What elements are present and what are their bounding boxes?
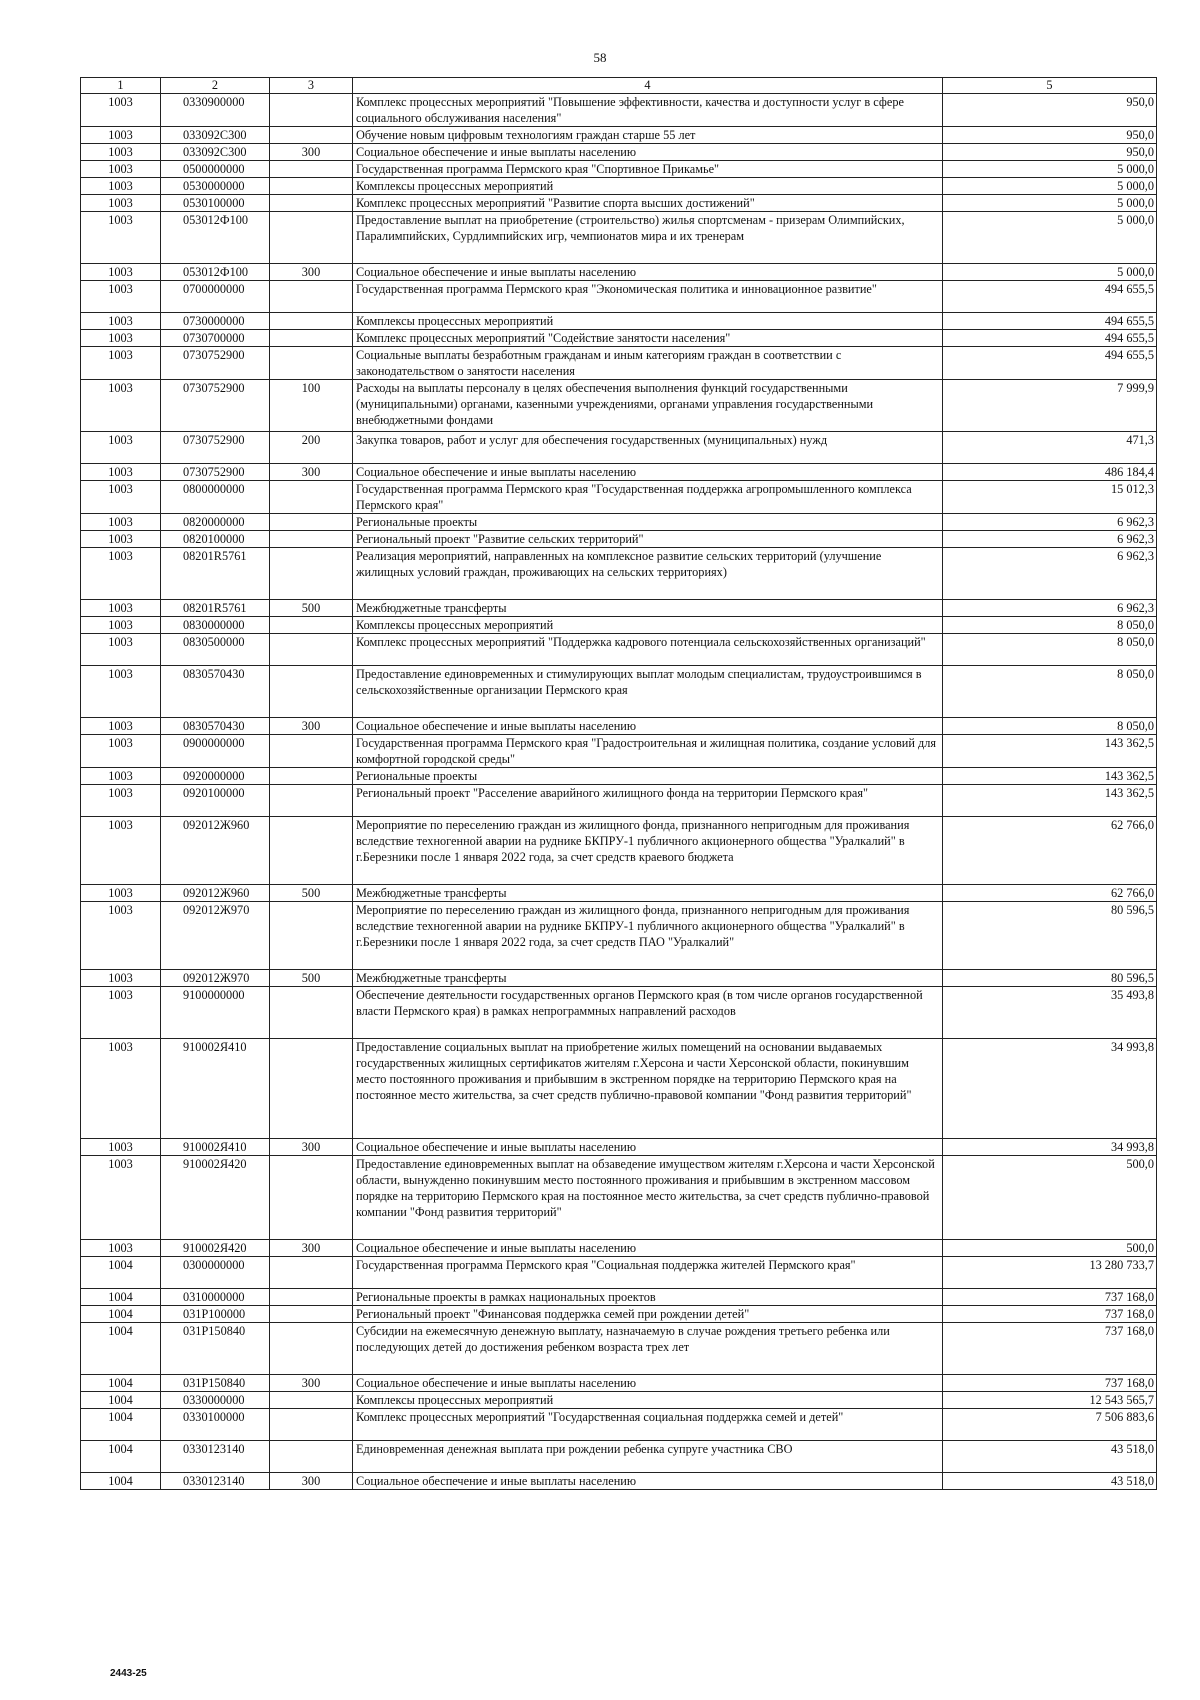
section-code-cell: 1003 [81, 902, 161, 970]
expense-type-cell: 300 [270, 1139, 353, 1156]
amount-cell: 6 962,3 [943, 514, 1157, 531]
section-code-cell: 1003 [81, 987, 161, 1039]
expense-type-cell: 200 [270, 432, 353, 464]
description-cell: Межбюджетные трансферты [353, 885, 943, 902]
description-cell: Региональные проекты в рамках национальных проектов [353, 1289, 943, 1306]
section-code-cell: 1003 [81, 195, 161, 212]
section-code-cell: 1003 [81, 1240, 161, 1257]
target-article-cell: 0330100000 [161, 1409, 270, 1441]
section-code-cell: 1003 [81, 768, 161, 785]
section-code-cell: 1003 [81, 330, 161, 347]
table-row [81, 531, 1157, 548]
section-code-cell: 1003 [81, 735, 161, 768]
amount-cell: 6 962,3 [943, 600, 1157, 617]
amount-cell: 13 280 733,7 [943, 1257, 1157, 1289]
expense-type-cell: 300 [270, 264, 353, 281]
amount-cell: 12 543 565,7 [943, 1392, 1157, 1409]
description-cell: Комплексы процессных мероприятий [353, 313, 943, 330]
table-row [81, 548, 1157, 600]
expense-type-cell: 300 [270, 144, 353, 161]
section-code-cell: 1004 [81, 1441, 161, 1473]
expense-type-cell: 100 [270, 380, 353, 432]
description-cell: Социальное обеспечение и иные выплаты населению [353, 1240, 943, 1257]
section-code-cell: 1003 [81, 514, 161, 531]
target-article-cell: 0730752900 [161, 464, 270, 481]
section-code-cell: 1004 [81, 1257, 161, 1289]
expense-type-cell: 500 [270, 970, 353, 987]
target-article-cell: 0730752900 [161, 432, 270, 464]
amount-cell: 15 012,3 [943, 481, 1157, 514]
description-cell: Социальное обеспечение и иные выплаты населению [353, 1139, 943, 1156]
column-header-1: 1 [81, 78, 161, 94]
amount-cell: 494 655,5 [943, 313, 1157, 330]
table-row [81, 127, 1157, 144]
amount-cell: 5 000,0 [943, 195, 1157, 212]
section-code-cell: 1003 [81, 127, 161, 144]
target-article-cell: 031Р150840 [161, 1375, 270, 1392]
table-row [81, 330, 1157, 347]
description-cell: Мероприятие по переселению граждан из жилищного фонда, признанного непригодным для проживания вследствие техногенной аварии на руднике БКПРУ-1 публичного акционерного общества "Уралкалий" в г.Березники после 1 января 2022 года, за счет средств ПАО "Уралкалий" [353, 902, 943, 970]
description-cell: Государственная программа Пермского края "Государственная поддержка агропромышленного комплекса Пермского края" [353, 481, 943, 514]
expense-type-cell [270, 1156, 353, 1240]
description-cell: Предоставление выплат на приобретение (строительство) жилья спортсменам - призерам Олимпийских, Паралимпийских, Сурдлимпийских игр, чемпионатов мира и их тренерам [353, 212, 943, 264]
document-code: 2443-25 [110, 1668, 147, 1679]
amount-cell: 8 050,0 [943, 634, 1157, 666]
amount-cell: 494 655,5 [943, 330, 1157, 347]
table-row [81, 481, 1157, 514]
expense-type-cell [270, 1409, 353, 1441]
section-code-cell: 1004 [81, 1375, 161, 1392]
expense-type-cell [270, 548, 353, 600]
target-article-cell: 053012Ф100 [161, 212, 270, 264]
expense-type-cell [270, 514, 353, 531]
table-row [81, 817, 1157, 885]
section-code-cell: 1003 [81, 281, 161, 313]
amount-cell: 5 000,0 [943, 178, 1157, 195]
section-code-cell: 1003 [81, 634, 161, 666]
expense-type-cell [270, 1392, 353, 1409]
section-code-cell: 1003 [81, 718, 161, 735]
section-code-cell: 1004 [81, 1392, 161, 1409]
expense-type-cell [270, 1306, 353, 1323]
target-article-cell: 0730752900 [161, 347, 270, 380]
description-cell: Региональные проекты [353, 768, 943, 785]
table-row [81, 281, 1157, 313]
amount-cell: 143 362,5 [943, 735, 1157, 768]
expense-type-cell [270, 127, 353, 144]
section-code-cell: 1003 [81, 1139, 161, 1156]
expense-type-cell [270, 313, 353, 330]
target-article-cell: 0820000000 [161, 514, 270, 531]
description-cell: Комплексы процессных мероприятий [353, 617, 943, 634]
section-code-cell: 1003 [81, 885, 161, 902]
description-cell: Комплексы процессных мероприятий [353, 178, 943, 195]
section-code-cell: 1003 [81, 380, 161, 432]
target-article-cell: 0920100000 [161, 785, 270, 817]
table-row [81, 144, 1157, 161]
section-code-cell: 1004 [81, 1473, 161, 1490]
description-cell: Социальные выплаты безработным гражданам и иным категориям граждан в соответствии с законодательством о занятости населения [353, 347, 943, 380]
description-cell: Социальное обеспечение и иные выплаты населению [353, 1375, 943, 1392]
table-row [81, 1375, 1157, 1392]
amount-cell: 950,0 [943, 127, 1157, 144]
section-code-cell: 1003 [81, 785, 161, 817]
amount-cell: 5 000,0 [943, 212, 1157, 264]
table-row [81, 600, 1157, 617]
description-cell: Обеспечение деятельности государственных органов Пермского края (в том числе органов государственной власти Пермского края) в рамках непрограммных направлений расходов [353, 987, 943, 1039]
table-row [81, 735, 1157, 768]
section-code-cell: 1003 [81, 666, 161, 718]
table-row [81, 1139, 1157, 1156]
table-row [81, 1257, 1157, 1289]
expense-type-cell: 300 [270, 718, 353, 735]
target-article-cell: 031Р150840 [161, 1323, 270, 1375]
amount-cell: 471,3 [943, 432, 1157, 464]
table-row [81, 195, 1157, 212]
description-cell: Региональный проект "Расселение аварийного жилищного фонда на территории Пермского края" [353, 785, 943, 817]
section-code-cell: 1003 [81, 1039, 161, 1139]
table-row [81, 212, 1157, 264]
description-cell: Мероприятие по переселению граждан из жилищного фонда, признанного непригодным для проживания вследствие техногенной аварии на руднике БКПРУ-1 публичного акционерного общества "Уралкалий" в г.Березники после 1 января 2022 года, за счет средств краевого бюджета [353, 817, 943, 885]
amount-cell: 6 962,3 [943, 531, 1157, 548]
amount-cell: 6 962,3 [943, 548, 1157, 600]
table-row [81, 1039, 1157, 1139]
expense-type-cell: 300 [270, 464, 353, 481]
target-article-cell: 053012Ф100 [161, 264, 270, 281]
section-code-cell: 1003 [81, 94, 161, 127]
page-number: 58 [593, 50, 607, 65]
description-cell: Государственная программа Пермского края "Экономическая политика и инновационное развитие" [353, 281, 943, 313]
section-code-cell: 1003 [81, 970, 161, 987]
table-row [81, 347, 1157, 380]
target-article-cell: 9100000000 [161, 987, 270, 1039]
section-code-cell: 1003 [81, 531, 161, 548]
table-row [81, 718, 1157, 735]
expense-type-cell [270, 178, 353, 195]
target-article-cell: 910002Я420 [161, 1240, 270, 1257]
description-cell: Комплекс процессных мероприятий "Содействие занятости населения" [353, 330, 943, 347]
description-cell: Межбюджетные трансферты [353, 600, 943, 617]
description-cell: Комплекс процессных мероприятий "Государственная социальная поддержка семей и детей" [353, 1409, 943, 1441]
description-cell: Региональный проект "Финансовая поддержка семей при рождении детей" [353, 1306, 943, 1323]
amount-cell: 80 596,5 [943, 970, 1157, 987]
amount-cell: 7 999,9 [943, 380, 1157, 432]
expense-type-cell [270, 634, 353, 666]
amount-cell: 494 655,5 [943, 347, 1157, 380]
amount-cell: 34 993,8 [943, 1139, 1157, 1156]
description-cell: Комплекс процессных мероприятий "Развитие спорта высших достижений" [353, 195, 943, 212]
expense-type-cell [270, 212, 353, 264]
amount-cell: 8 050,0 [943, 718, 1157, 735]
section-code-cell: 1003 [81, 313, 161, 330]
expense-type-cell [270, 347, 353, 380]
amount-cell: 737 168,0 [943, 1289, 1157, 1306]
expense-type-cell: 300 [270, 1240, 353, 1257]
expense-type-cell [270, 161, 353, 178]
table-row [81, 885, 1157, 902]
expense-type-cell [270, 330, 353, 347]
target-article-cell: 910002Я410 [161, 1139, 270, 1156]
target-article-cell: 0900000000 [161, 735, 270, 768]
expense-type-cell: 300 [270, 1375, 353, 1392]
target-article-cell: 0330123140 [161, 1441, 270, 1473]
table-row [81, 902, 1157, 970]
table-row [81, 178, 1157, 195]
section-code-cell: 1003 [81, 481, 161, 514]
expense-type-cell [270, 902, 353, 970]
section-code-cell: 1004 [81, 1306, 161, 1323]
amount-cell: 34 993,8 [943, 1039, 1157, 1139]
target-article-cell: 0330123140 [161, 1473, 270, 1490]
amount-cell: 80 596,5 [943, 902, 1157, 970]
section-code-cell: 1003 [81, 264, 161, 281]
table-row [81, 785, 1157, 817]
amount-cell: 62 766,0 [943, 817, 1157, 885]
budget-table [80, 77, 1157, 1490]
target-article-cell: 0530000000 [161, 178, 270, 195]
section-code-cell: 1003 [81, 144, 161, 161]
section-code-cell: 1003 [81, 212, 161, 264]
expense-type-cell [270, 94, 353, 127]
expense-type-cell [270, 987, 353, 1039]
table-header-row [81, 78, 1157, 94]
description-cell: Социальное обеспечение и иные выплаты населению [353, 1473, 943, 1490]
expense-type-cell [270, 1289, 353, 1306]
amount-cell: 950,0 [943, 94, 1157, 127]
description-cell: Государственная программа Пермского края "Градостроительная и жилищная политика, создание условий для комфортной городской среды" [353, 735, 943, 768]
section-code-cell: 1003 [81, 347, 161, 380]
table-row [81, 1306, 1157, 1323]
target-article-cell: 0330900000 [161, 94, 270, 127]
table-row [81, 1156, 1157, 1240]
target-article-cell: 092012Ж970 [161, 970, 270, 987]
amount-cell: 500,0 [943, 1156, 1157, 1240]
expense-type-cell [270, 735, 353, 768]
expense-type-cell: 500 [270, 600, 353, 617]
section-code-cell: 1003 [81, 464, 161, 481]
table-row [81, 313, 1157, 330]
expense-type-cell [270, 817, 353, 885]
description-cell: Предоставление единовременных и стимулирующих выплат молодым специалистам, трудоустроившимся в сельскохозяйственные организации Пермского края [353, 666, 943, 718]
amount-cell: 8 050,0 [943, 617, 1157, 634]
table-row [81, 432, 1157, 464]
section-code-cell: 1003 [81, 1156, 161, 1240]
target-article-cell: 0920000000 [161, 768, 270, 785]
target-article-cell: 0300000000 [161, 1257, 270, 1289]
description-cell: Реализация мероприятий, направленных на комплексное развитие сельских территорий (улучшение жилищных условий граждан, проживающих на сельских территориях) [353, 548, 943, 600]
amount-cell: 43 518,0 [943, 1473, 1157, 1490]
target-article-cell: 0530100000 [161, 195, 270, 212]
section-code-cell: 1004 [81, 1289, 161, 1306]
section-code-cell: 1003 [81, 161, 161, 178]
target-article-cell: 0830000000 [161, 617, 270, 634]
description-cell: Предоставление единовременных выплат на обзаведение имуществом жителям г.Херсона и части Херсонской области, вынужденно покинувшим место постоянного проживания и прибывшим в экстренном массовом порядке на территорию Пермского края на постоянное место жительства, за счет средств публично-правовой компании "Фонд развития территорий" [353, 1156, 943, 1240]
table-row [81, 514, 1157, 531]
target-article-cell: 0820100000 [161, 531, 270, 548]
target-article-cell: 0700000000 [161, 281, 270, 313]
table-row [81, 666, 1157, 718]
section-code-cell: 1003 [81, 817, 161, 885]
target-article-cell: 0330000000 [161, 1392, 270, 1409]
section-code-cell: 1003 [81, 432, 161, 464]
table-row [81, 617, 1157, 634]
section-code-cell: 1003 [81, 600, 161, 617]
description-cell: Региональные проекты [353, 514, 943, 531]
column-header-2: 2 [161, 78, 270, 94]
section-code-cell: 1003 [81, 617, 161, 634]
description-cell: Комплекс процессных мероприятий "Поддержка кадрового потенциала сельскохозяйственных организаций" [353, 634, 943, 666]
description-cell: Региональный проект "Развитие сельских территорий" [353, 531, 943, 548]
target-article-cell: 910002Я420 [161, 1156, 270, 1240]
target-article-cell: 910002Я410 [161, 1039, 270, 1139]
description-cell: Государственная программа Пермского края "Социальная поддержка жителей Пермского края" [353, 1257, 943, 1289]
table-row [81, 464, 1157, 481]
amount-cell: 62 766,0 [943, 885, 1157, 902]
target-article-cell: 0500000000 [161, 161, 270, 178]
target-article-cell: 092012Ж960 [161, 885, 270, 902]
description-cell: Социальное обеспечение и иные выплаты населению [353, 464, 943, 481]
amount-cell: 35 493,8 [943, 987, 1157, 1039]
expense-type-cell [270, 281, 353, 313]
description-cell: Единовременная денежная выплата при рождении ребенка супруге участника СВО [353, 1441, 943, 1473]
amount-cell: 737 168,0 [943, 1375, 1157, 1392]
amount-cell: 486 184,4 [943, 464, 1157, 481]
target-article-cell: 092012Ж970 [161, 902, 270, 970]
table-row [81, 161, 1157, 178]
section-code-cell: 1004 [81, 1409, 161, 1441]
expense-type-cell [270, 785, 353, 817]
amount-cell: 43 518,0 [943, 1441, 1157, 1473]
expense-type-cell [270, 531, 353, 548]
table-row [81, 1473, 1157, 1490]
table-row [81, 1289, 1157, 1306]
expense-type-cell [270, 481, 353, 514]
table-row [81, 94, 1157, 127]
table-row [81, 768, 1157, 785]
amount-cell: 737 168,0 [943, 1323, 1157, 1375]
table-row [81, 1323, 1157, 1375]
table-row [81, 634, 1157, 666]
table-row [81, 380, 1157, 432]
target-article-cell: 0830500000 [161, 634, 270, 666]
target-article-cell: 0730700000 [161, 330, 270, 347]
column-header-3: 3 [270, 78, 353, 94]
amount-cell: 5 000,0 [943, 161, 1157, 178]
target-article-cell: 0310000000 [161, 1289, 270, 1306]
target-article-cell: 092012Ж960 [161, 817, 270, 885]
table-row [81, 1409, 1157, 1441]
amount-cell: 7 506 883,6 [943, 1409, 1157, 1441]
target-article-cell: 033092С300 [161, 144, 270, 161]
amount-cell: 494 655,5 [943, 281, 1157, 313]
description-cell: Комплекс процессных мероприятий "Повышение эффективности, качества и доступности услуг в сфере социального обслуживания населения" [353, 94, 943, 127]
description-cell: Межбюджетные трансферты [353, 970, 943, 987]
table-row [81, 1392, 1157, 1409]
expense-type-cell [270, 1441, 353, 1473]
target-article-cell: 0800000000 [161, 481, 270, 514]
target-article-cell: 0730752900 [161, 380, 270, 432]
amount-cell: 143 362,5 [943, 768, 1157, 785]
section-code-cell: 1003 [81, 178, 161, 195]
expense-type-cell [270, 195, 353, 212]
amount-cell: 737 168,0 [943, 1306, 1157, 1323]
amount-cell: 143 362,5 [943, 785, 1157, 817]
expense-type-cell: 300 [270, 1473, 353, 1490]
description-cell: Социальное обеспечение и иные выплаты населению [353, 264, 943, 281]
description-cell: Расходы на выплаты персоналу в целях обеспечения выполнения функций государственными (муниципальными) органами, казенными учреждениями, органами управления государственными внебюджетными фондами [353, 380, 943, 432]
expense-type-cell [270, 1039, 353, 1139]
table-row [81, 1441, 1157, 1473]
amount-cell: 950,0 [943, 144, 1157, 161]
column-header-4: 4 [353, 78, 943, 94]
section-code-cell: 1003 [81, 548, 161, 600]
target-article-cell: 08201R5761 [161, 548, 270, 600]
description-cell: Социальное обеспечение и иные выплаты населению [353, 144, 943, 161]
description-cell: Закупка товаров, работ и услуг для обеспечения государственных (муниципальных) нужд [353, 432, 943, 464]
description-cell: Субсидии на ежемесячную денежную выплату, назначаемую в случае рождения третьего ребенка или последующих детей до достижения ребенком возраста трех лет [353, 1323, 943, 1375]
target-article-cell: 08201R5761 [161, 600, 270, 617]
expense-type-cell [270, 768, 353, 785]
target-article-cell: 0830570430 [161, 718, 270, 735]
description-cell: Комплексы процессных мероприятий [353, 1392, 943, 1409]
section-code-cell: 1004 [81, 1323, 161, 1375]
target-article-cell: 0830570430 [161, 666, 270, 718]
target-article-cell: 033092С300 [161, 127, 270, 144]
table-row [81, 264, 1157, 281]
description-cell: Государственная программа Пермского края "Спортивное Прикамье" [353, 161, 943, 178]
column-header-5: 5 [943, 78, 1157, 94]
amount-cell: 500,0 [943, 1240, 1157, 1257]
target-article-cell: 0730000000 [161, 313, 270, 330]
description-cell: Обучение новым цифровым технологиям граждан старше 55 лет [353, 127, 943, 144]
expense-type-cell [270, 1323, 353, 1375]
table-row [81, 970, 1157, 987]
expense-type-cell [270, 1257, 353, 1289]
expense-type-cell [270, 666, 353, 718]
table-row [81, 1240, 1157, 1257]
description-cell: Социальное обеспечение и иные выплаты населению [353, 718, 943, 735]
amount-cell: 8 050,0 [943, 666, 1157, 718]
expense-type-cell [270, 617, 353, 634]
expense-type-cell: 500 [270, 885, 353, 902]
description-cell: Предоставление социальных выплат на приобретение жилых помещений на основании выдаваемых государственных жилищных сертификатов жителям г.Херсона и части Херсонской области, покинувшим место постоянного проживания и прибывшим в экстренном порядке на территорию Пермского края на постоянное место жительства, за счет средств публично-правовой компании "Фонд развития территорий" [353, 1039, 943, 1139]
amount-cell: 5 000,0 [943, 264, 1157, 281]
table-row [81, 987, 1157, 1039]
target-article-cell: 031Р100000 [161, 1306, 270, 1323]
